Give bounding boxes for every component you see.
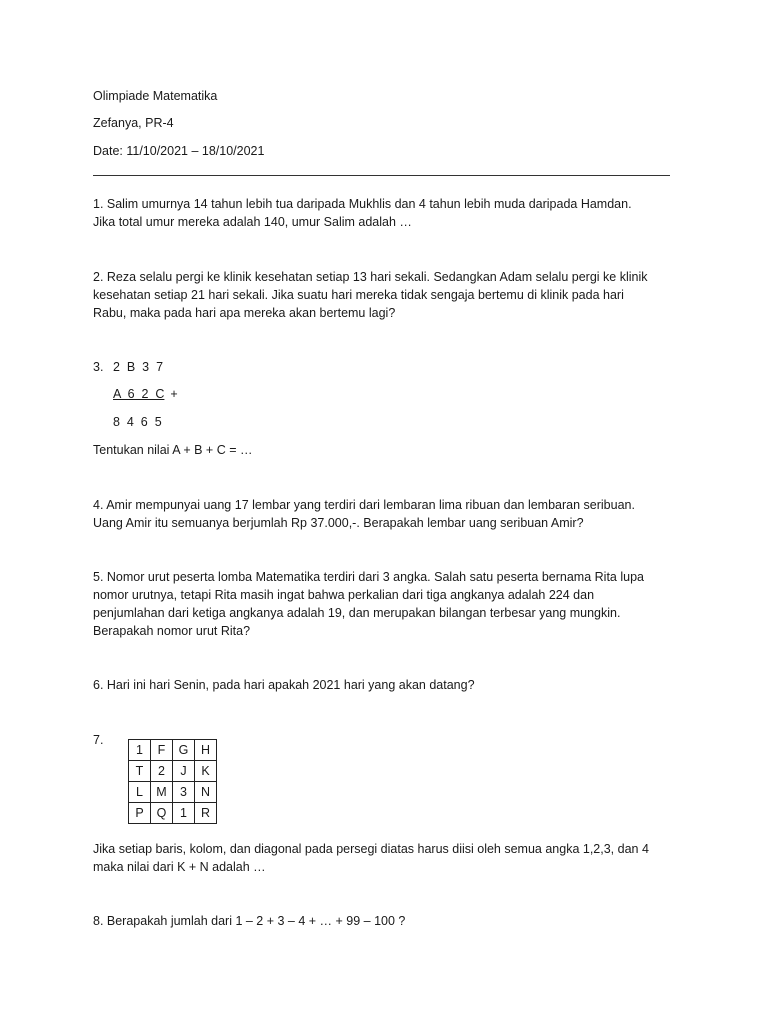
grid-cell: T — [129, 761, 151, 782]
addition-row-2 — [113, 385, 178, 403]
question-5-line-2: nomor urutnya, tetapi Rita masih ingat bahwa perkalian dari tiga angkanya adalah 224 dan — [93, 588, 595, 602]
grid-cell: 1 — [129, 740, 151, 761]
grid-cell: K — [195, 761, 217, 782]
question-2-line-3: Rabu, maka pada hari apa mereka akan bertemu lagi? — [93, 306, 396, 320]
addition-result-row: 8 4 6 5 — [113, 415, 162, 429]
grid-cell: R — [195, 803, 217, 824]
grid-row — [129, 782, 217, 803]
question-7-number: 7. — [93, 733, 104, 747]
grid-cell: 2 — [151, 761, 173, 782]
author-line: Zefanya, PR-4 — [93, 116, 174, 130]
question-2-line-2: kesehatan setiap 21 hari sekali. Jika suatu hari mereka tidak sengaja bertemu di klinik pada hari — [93, 288, 624, 302]
letter-grid — [128, 739, 217, 824]
grid-cell: M — [151, 782, 173, 803]
question-1 — [93, 195, 683, 231]
question-4 — [93, 496, 683, 532]
grid-cell: Q — [151, 803, 173, 824]
question-6: 6. Hari ini hari Senin, pada hari apakah 2021 hari yang akan datang? — [93, 678, 475, 692]
addition-row-1: 2 B 3 7 — [113, 360, 164, 374]
grid-row — [129, 803, 217, 824]
question-5-line-3: penjumlahan dari ketiga angkanya adalah 19, dan merupakan bilangan terbesar yang mungkin. — [93, 606, 621, 620]
question-4-line-2: Uang Amir itu semuanya berjumlah Rp 37.000,-. Berapakah lembar uang seribuan Amir? — [93, 516, 584, 530]
grid-cell: 3 — [173, 782, 195, 803]
question-1-line-2: Jika total umur mereka adalah 140, umur Salim adalah … — [93, 215, 412, 229]
question-2 — [93, 268, 683, 322]
question-4-line-1: 4. Amir mempunyai uang 17 lembar yang terdiri dari lembaran lima ribuan dan lembaran seribuan. — [93, 498, 635, 512]
grid-row — [129, 740, 217, 761]
question-5-line-4: Berapakah nomor urut Rita? — [93, 624, 251, 638]
question-7 — [93, 840, 683, 876]
grid-cell: L — [129, 782, 151, 803]
date-line: Date: 11/10/2021 – 18/10/2021 — [93, 144, 265, 158]
question-7-line-1: Jika setiap baris, kolom, dan diagonal pada persegi diatas harus diisi oleh semua angka 1,2,3, dan 4 — [93, 842, 649, 856]
question-2-line-1: 2. Reza selalu pergi ke klinik kesehatan setiap 13 hari sekali. Sedangkan Adam selalu pergi ke klinik — [93, 270, 648, 284]
grid-cell: H — [195, 740, 217, 761]
question-5-line-1: 5. Nomor urut peserta lomba Matematika terdiri dari 3 angka. Salah satu peserta bernama Rita lupa — [93, 570, 644, 584]
grid-cell: G — [173, 740, 195, 761]
header-divider — [93, 175, 670, 176]
question-8: 8. Berapakah jumlah dari 1 – 2 + 3 – 4 + … + 99 – 100 ? — [93, 914, 406, 928]
question-7-line-2: maka nilai dari K + N adalah … — [93, 860, 266, 874]
question-5 — [93, 568, 683, 640]
plus-sign: + — [170, 387, 178, 401]
grid-cell: F — [151, 740, 173, 761]
grid-cell: J — [173, 761, 195, 782]
question-1-line-1: 1. Salim umurnya 14 tahun lebih tua daripada Mukhlis dan 4 tahun lebih muda daripada Hamdan. — [93, 197, 632, 211]
grid-cell: N — [195, 782, 217, 803]
grid-cell: P — [129, 803, 151, 824]
question-3-number: 3. — [93, 360, 104, 374]
grid-row — [129, 761, 217, 782]
document-title: Olimpiade Matematika — [93, 89, 218, 103]
grid-cell: 1 — [173, 803, 195, 824]
question-3-prompt: Tentukan nilai A + B + C = … — [93, 443, 253, 457]
addition-row-2-digits: A 6 2 C — [113, 387, 165, 401]
